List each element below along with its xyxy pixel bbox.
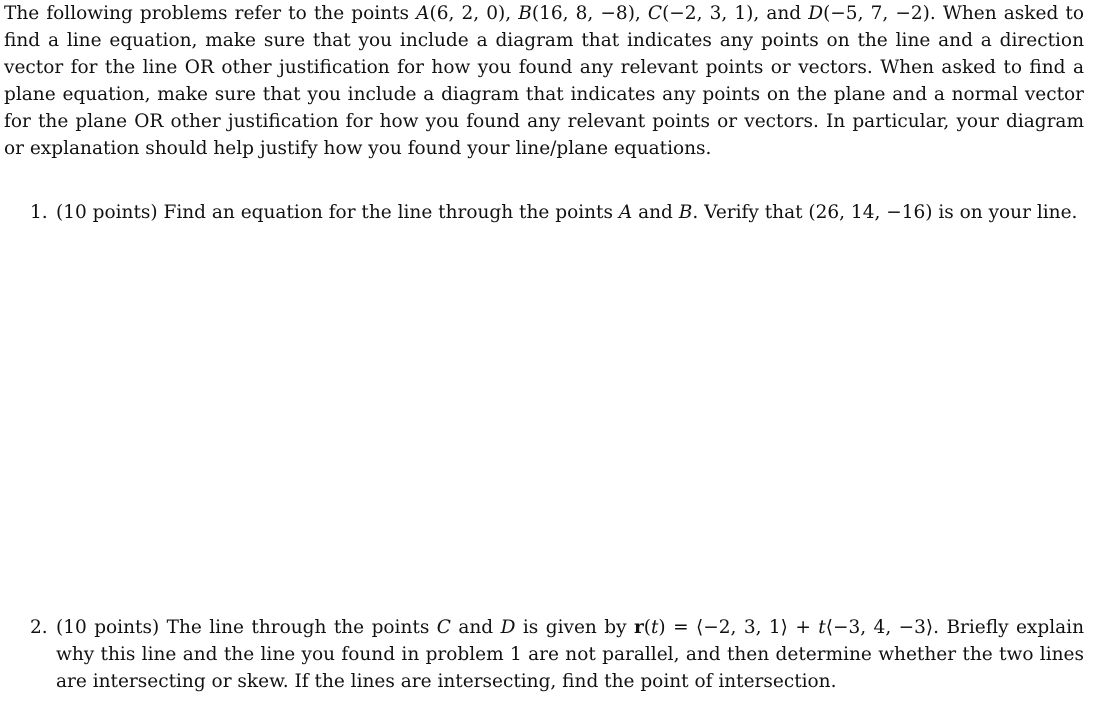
- point-a-label: A: [416, 3, 430, 24]
- problem-text: (10 points) The line through the points C and D is given by r(t) = ⟨−2, 3, 1⟩ + t⟨−3, 4, −3⟩. Briefly explain why this line and the line you found in problem 1 are not parallel, and then determine whether the two lines are intersecting or skew. If the lines are intersecting, find the point of intersection.: [56, 617, 1084, 692]
- problem-2: [30, 614, 1084, 695]
- point-b-label: B: [518, 3, 532, 24]
- problem-1: [30, 199, 1084, 226]
- instructions-paragraph: The following problems refer to the points A(6, 2, 0), B(16, 8, −8), C(−2, 3, 1), and D(−5, 7, −2). When asked to find a line equation, make sure that you include a diagram that indicates any points on the line and a direction vector for the line OR other justification for how you found any relevant points or vectors. When asked to find a plane equation, make sure that you include a diagram that indicates any points on the plane and a normal vector for the plane OR other justification for how you found any relevant points or vectors. In particular, your diagram or explanation should help justify how you found your line/plane equations.: [4, 3, 1084, 159]
- point-c-label: C: [647, 3, 663, 24]
- problem-text: (10 points) Find an equation for the line through the points A and B. Verify that (26, 14, −16) is on your line.: [56, 202, 1078, 223]
- point-d-label: D: [808, 3, 824, 24]
- problem-number: 1.: [30, 202, 48, 223]
- problem-number: 2.: [30, 617, 48, 638]
